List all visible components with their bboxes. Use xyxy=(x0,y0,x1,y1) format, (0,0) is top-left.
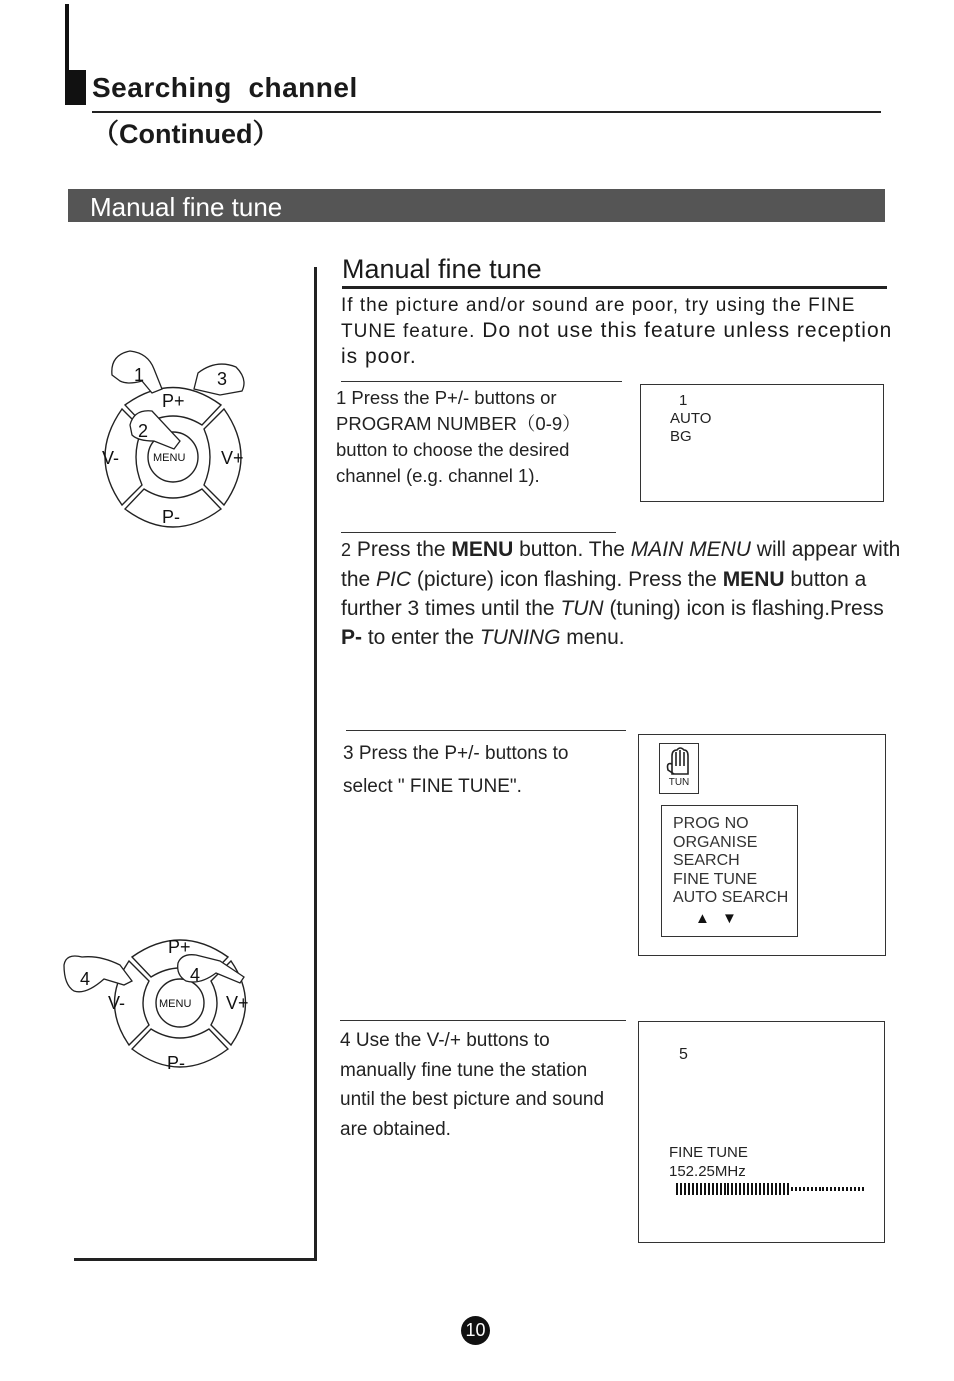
level-tick-filled xyxy=(684,1183,686,1195)
remote2-menu-label: MENU xyxy=(159,998,192,1010)
step2-italic-tuning: TUNING xyxy=(479,626,561,649)
step1-screen-system: BG xyxy=(670,428,692,445)
step2-bold-p-minus: P- xyxy=(341,626,362,649)
step3-screen xyxy=(638,734,886,956)
menu-item-auto-search: AUTO SEARCH xyxy=(673,889,789,906)
section-title-rule xyxy=(342,286,887,289)
step2-bold-menu: MENU xyxy=(722,568,785,591)
remote1-v-minus-label: V- xyxy=(102,448,120,468)
remote2-v-plus-label: V+ xyxy=(226,993,249,1013)
level-tick-empty xyxy=(830,1187,832,1191)
level-tick-empty xyxy=(826,1187,828,1191)
level-tick-empty xyxy=(858,1187,860,1191)
remote1-p-minus-label: P- xyxy=(162,507,180,527)
step2-text-part: (tuning) icon is flashing.Press xyxy=(603,597,884,620)
intro-big-text: Do not use this feature unless reception is poor. xyxy=(341,319,893,368)
level-tick-filled xyxy=(783,1183,785,1195)
level-tick-empty xyxy=(822,1187,824,1191)
level-tick-empty xyxy=(838,1187,840,1191)
level-tick-filled xyxy=(747,1183,749,1195)
tun-icon-label: TUN xyxy=(668,777,690,788)
remote2-callout-4-right: 4 xyxy=(190,965,201,985)
level-tick-empty xyxy=(846,1187,848,1191)
remote-diagram-2 xyxy=(60,925,265,1090)
remote2-p-minus-label: P- xyxy=(167,1053,185,1073)
level-tick-filled xyxy=(716,1183,718,1195)
level-tick-filled xyxy=(771,1183,773,1195)
level-tick-empty xyxy=(791,1187,793,1191)
remote1-menu-label: MENU xyxy=(153,452,186,464)
level-tick-empty xyxy=(834,1187,836,1191)
level-tick-filled xyxy=(739,1183,741,1195)
step2-italic-pic: PIC xyxy=(376,568,412,591)
remote1-v-plus-label: V+ xyxy=(221,448,244,468)
tuning-menu-box xyxy=(661,805,798,937)
remote1-callout-2: 2 xyxy=(138,421,149,441)
step2-text xyxy=(341,535,901,652)
step2-text-part: menu. xyxy=(560,626,625,649)
remote1-p-plus-label: P+ xyxy=(162,391,185,411)
level-tick-filled xyxy=(759,1183,761,1195)
level-tick-filled xyxy=(724,1183,726,1195)
step2-text-part: button. The xyxy=(513,538,631,561)
level-tick-filled xyxy=(700,1183,702,1195)
step4-screen xyxy=(638,1021,885,1243)
level-tick-filled xyxy=(720,1183,722,1195)
intro-paragraph xyxy=(341,293,901,370)
level-tick-filled xyxy=(731,1183,733,1195)
level-tick-filled xyxy=(751,1183,753,1195)
menu-item-search: SEARCH xyxy=(673,852,740,869)
step2-text-part: will appear with the xyxy=(341,538,901,591)
level-tick-filled xyxy=(775,1183,777,1195)
step4-line: manually fine tune the station xyxy=(340,1059,588,1081)
tuning-hand-icon xyxy=(660,744,698,780)
level-tick-filled xyxy=(779,1183,781,1195)
level-tick-filled xyxy=(696,1183,698,1195)
level-tick-filled xyxy=(712,1183,714,1195)
step2-italic-main-menu: MAIN MENU xyxy=(630,538,751,561)
level-tick-filled xyxy=(704,1183,706,1195)
intro-small-text: If the picture and/or sound are poor, try using the FINE TUNE feature. xyxy=(341,295,856,342)
remote2-callout-4-left: 4 xyxy=(80,969,91,989)
level-tick-filled xyxy=(787,1183,789,1195)
level-tick-empty xyxy=(819,1187,821,1191)
remote1-callout-3: 3 xyxy=(217,369,228,389)
page-subtitle: （Continued） xyxy=(92,119,280,149)
step3-line1: 3 Press the P+/- buttons to xyxy=(343,743,569,764)
level-tick-filled xyxy=(676,1183,678,1195)
menu-arrows: ▲ ▼ xyxy=(695,910,741,927)
level-tick-empty xyxy=(795,1187,797,1191)
step2-text-part: (picture) icon flashing. Press the xyxy=(411,568,723,591)
step1-screen xyxy=(640,384,884,502)
page-number: 10 xyxy=(461,1316,490,1345)
level-tick-empty xyxy=(799,1187,801,1191)
step2-text-part: Press the xyxy=(351,538,452,561)
remote1-callout-1: 1 xyxy=(134,365,145,385)
level-tick-filled xyxy=(708,1183,710,1195)
level-tick-empty xyxy=(803,1187,805,1191)
step1-screen-channel: 1 xyxy=(679,392,688,409)
step4-rule xyxy=(340,1020,626,1021)
step3-rule xyxy=(346,730,626,731)
tun-icon-box xyxy=(659,743,699,794)
step2-italic-tun: TUN xyxy=(560,597,604,620)
page-title: Searching channel xyxy=(92,72,358,103)
level-tick-empty xyxy=(811,1187,813,1191)
step1-screen-mode: AUTO xyxy=(670,410,712,427)
step4-screen-label: FINE TUNE xyxy=(669,1144,748,1161)
section-band-title: Manual fine tune xyxy=(90,192,283,222)
fine-tune-level-bar xyxy=(676,1183,866,1195)
level-tick-empty xyxy=(807,1187,809,1191)
step2-number: 2 xyxy=(341,540,352,560)
level-tick-empty xyxy=(850,1187,852,1191)
menu-item-prog-no: PROG NO xyxy=(673,815,749,832)
step3-line2: select " FINE TUNE". xyxy=(343,776,522,797)
section-band xyxy=(68,189,885,222)
level-tick-empty xyxy=(842,1187,844,1191)
level-tick-empty xyxy=(815,1187,817,1191)
level-tick-filled xyxy=(767,1183,769,1195)
level-tick-filled xyxy=(680,1183,682,1195)
remote2-p-plus-label: P+ xyxy=(168,937,191,957)
step4-line: are obtained. xyxy=(340,1118,451,1140)
level-tick-filled xyxy=(743,1183,745,1195)
step4-line: until the best picture and sound xyxy=(340,1089,605,1110)
step4-text xyxy=(340,1026,604,1144)
column-bottom-rule xyxy=(74,1258,317,1261)
level-tick-filled xyxy=(692,1183,694,1195)
section-title: Manual fine tune xyxy=(342,254,542,284)
column-divider xyxy=(314,267,317,1260)
step2-bold-menu: MENU xyxy=(451,538,514,561)
header-side-block xyxy=(65,70,86,105)
menu-item-fine-tune: FINE TUNE xyxy=(673,871,758,888)
step4-screen-channel: 5 xyxy=(679,1046,688,1063)
level-tick-empty xyxy=(854,1187,856,1191)
level-tick-filled xyxy=(755,1183,757,1195)
level-tick-filled xyxy=(727,1183,729,1195)
level-tick-empty xyxy=(862,1187,864,1191)
step4-screen-frequency: 152.25MHz xyxy=(669,1163,746,1180)
level-tick-filled xyxy=(763,1183,765,1195)
remote2-v-minus-label: V- xyxy=(108,993,126,1013)
level-tick-filled xyxy=(735,1183,737,1195)
step2-text-part: to enter the xyxy=(362,626,480,649)
step2-rule xyxy=(341,532,616,533)
remote-diagram-1 xyxy=(90,345,260,545)
step1-text: 1 Press the P+/- buttons or PROGRAM NUMBER（0-9）button to choose the desired channel (e.g. channel 1). xyxy=(336,387,581,486)
step2-text-part: button a further 3 times until the xyxy=(341,568,867,620)
step4-line: 4 Use the V-/+ buttons to xyxy=(340,1030,550,1051)
menu-item-organise: ORGANISE xyxy=(673,834,758,851)
level-tick-filled xyxy=(688,1183,690,1195)
step1-rule xyxy=(341,381,622,382)
